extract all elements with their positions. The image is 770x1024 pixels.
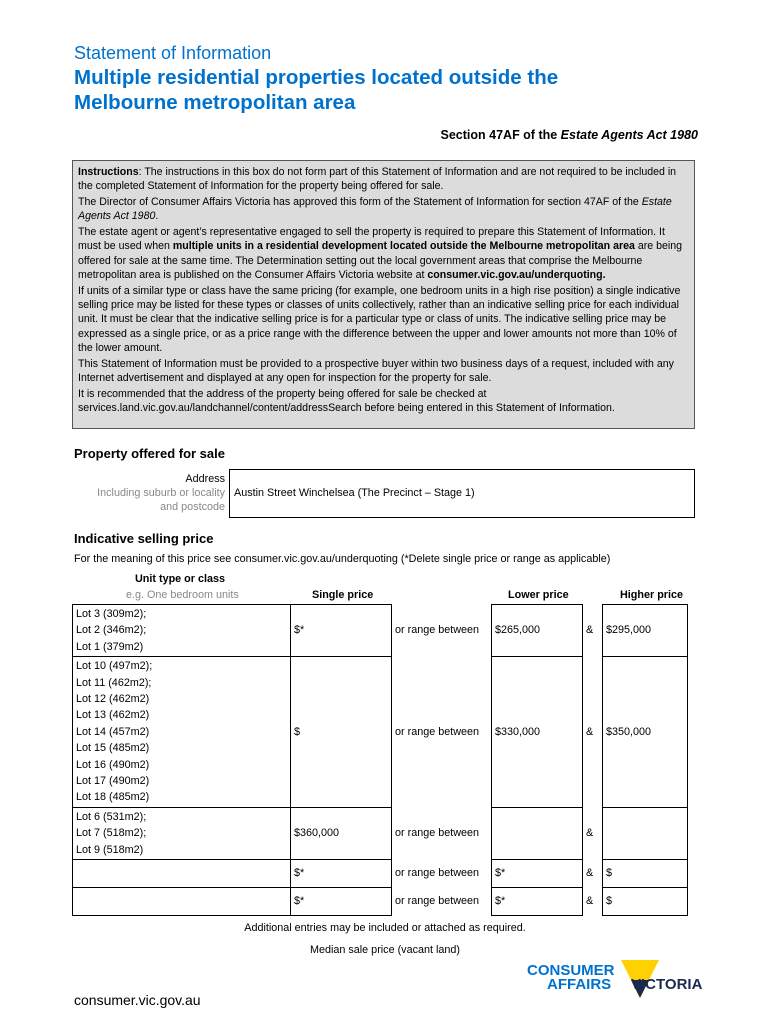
- ampersand: &: [583, 657, 603, 808]
- higher-price-cell[interactable]: $350,000: [603, 657, 688, 808]
- logo-word-victoria: VICTORIA: [631, 976, 703, 993]
- range-text: or range between: [392, 657, 492, 808]
- col-lower-header: Lower price: [508, 589, 569, 601]
- higher-price-cell[interactable]: [603, 808, 688, 860]
- ampersand: &: [583, 605, 603, 657]
- instructions-p4: If units of a similar type or class have the same pricing (for example, one bedroom units in a high rise position) a single indicative selling price may be listed for these types or classes of units collectively, rather than an indicative selling price for each individual unit. It must be clear that the indicative selling price is for a particular type or class of units. The indicative selling price may be expressed as a single price, or as a price range with the difference between the upper and lower amounts not more than 10% of the lower amount.: [78, 284, 681, 355]
- lower-price-cell[interactable]: $330,000: [492, 657, 583, 808]
- lower-price-cell[interactable]: [492, 808, 583, 860]
- unit-cell[interactable]: [73, 888, 291, 916]
- price-note: For the meaning of this price see consumer.vic.gov.au/underquoting (*Delete single price or range as applicable): [74, 553, 611, 565]
- consumer-affairs-victoria-logo: [527, 958, 707, 1008]
- property-heading: Property offered for sale: [74, 446, 225, 461]
- logo-mark-icon: [527, 958, 707, 1008]
- instructions-p3a: The estate agent or agent’s representative engaged to sell the property is required to prepare this Statement of Information. It must be used when: [78, 226, 665, 253]
- unit-cell[interactable]: Lot 6 (531m2); Lot 7 (518m2); Lot 9 (518m2): [73, 808, 291, 860]
- instructions-p2-end: .: [155, 210, 159, 223]
- lower-price-cell[interactable]: $*: [492, 860, 583, 888]
- instructions-p3b: multiple units in a residential development located outside the Melbourne metropolitan area: [172, 240, 635, 253]
- section-reference: [441, 128, 698, 142]
- lower-price-cell[interactable]: $*: [492, 888, 583, 916]
- range-text: or range between: [392, 888, 492, 916]
- instructions-p6: It is recommended that the address of the property being offered for sale be checked at services.land.vic.gov.au/landchannel/content/addressSearch before being entered in this Statement of Information.: [78, 387, 615, 415]
- table-row: [73, 888, 688, 916]
- unit-cell[interactable]: Lot 3 (309m2); Lot 2 (346m2); Lot 1 (379m2): [73, 605, 291, 657]
- instructions-p2: The Director of Consumer Affairs Victoria has approved this form of the Statement of Information for section 47AF of the: [78, 196, 642, 209]
- address-value: Austin Street Winchelsea (The Precinct – Stage 1): [234, 487, 475, 499]
- unit-cell[interactable]: [73, 860, 291, 888]
- logo-word-consumer: CONSUMER: [527, 962, 615, 979]
- table-row: [73, 860, 688, 888]
- lower-price-cell[interactable]: $265,000: [492, 605, 583, 657]
- address-field[interactable]: [229, 469, 695, 518]
- ampersand: &: [583, 808, 603, 860]
- col-single-header: Single price: [312, 589, 374, 601]
- unit-cell[interactable]: Lot 10 (497m2); Lot 11 (462m2); Lot 12 (462m2) Lot 13 (462m2) Lot 14 (457m2) Lot 15 (485m2) Lot 16 (490m2) Lot 17 (490m2) Lot 18 (485m2): [73, 657, 291, 808]
- instructions-p2-act: Estate Agents Act 1980: [78, 196, 672, 223]
- median-sale-label: Median sale price (vacant land): [309, 944, 461, 956]
- additional-entries-note: Additional entries may be included or attached as required.: [244, 922, 526, 934]
- higher-price-cell[interactable]: $: [603, 888, 688, 916]
- price-table: [72, 604, 688, 916]
- ampersand: &: [583, 888, 603, 916]
- footer-site-url: consumer.vic.gov.au: [74, 992, 201, 1008]
- instructions-box: [72, 160, 695, 429]
- instructions-label: Instructions: [78, 166, 139, 178]
- table-row: [73, 605, 688, 657]
- range-text: or range between: [392, 860, 492, 888]
- address-label: [70, 472, 225, 514]
- instructions-p5: This Statement of Information must be provided to a prospective buyer within two business days of a request, included with any Internet advertisement and displayed at any open for inspection for the property for sale.: [78, 357, 674, 385]
- instructions-p3d: consumer.vic.gov.au/underquoting.: [427, 269, 606, 282]
- col-unit-example: e.g. One bedroom units: [126, 589, 239, 601]
- address-label-1: Address: [185, 473, 225, 485]
- col-unit-header: Unit type or class: [135, 573, 226, 585]
- higher-price-cell[interactable]: $: [603, 860, 688, 888]
- table-row: [73, 808, 688, 860]
- doc-title-line1: Multiple residential properties located outside the: [74, 66, 559, 89]
- section-act: Estate Agents Act 1980: [560, 128, 698, 142]
- higher-price-cell[interactable]: $295,000: [603, 605, 688, 657]
- address-label-2: Including suburb or locality: [97, 487, 225, 499]
- range-text: or range between: [392, 605, 492, 657]
- single-price-cell[interactable]: $: [291, 657, 392, 808]
- ampersand: &: [583, 860, 603, 888]
- doc-title-line2: Melbourne metropolitan area: [74, 91, 356, 114]
- single-price-cell[interactable]: $*: [291, 888, 392, 916]
- address-label-3: and postcode: [160, 501, 225, 513]
- logo-word-affairs: AFFAIRS: [547, 976, 612, 993]
- doc-title: [74, 65, 714, 115]
- section-prefix: Section 47AF of the: [440, 128, 561, 142]
- single-price-cell[interactable]: $360,000: [291, 808, 392, 860]
- doc-subtitle: Statement of Information: [74, 43, 272, 63]
- single-price-cell[interactable]: $*: [291, 605, 392, 657]
- col-higher-header: Higher price: [620, 589, 683, 601]
- table-row: [73, 657, 688, 808]
- range-text: or range between: [392, 808, 492, 860]
- instructions-p3c: are being offered for sale at the same time. The Determination setting out the local government areas that comprise the Melbourne metropolitan area is published on the Consumer Affairs Victoria website at: [78, 240, 683, 282]
- instructions-p1: : The instructions in this box do not form part of this Statement of Information and are not required to be included in the completed Statement of Information for the property being offered for sale.: [78, 166, 677, 193]
- price-heading: Indicative selling price: [74, 531, 214, 546]
- single-price-cell[interactable]: $*: [291, 860, 392, 888]
